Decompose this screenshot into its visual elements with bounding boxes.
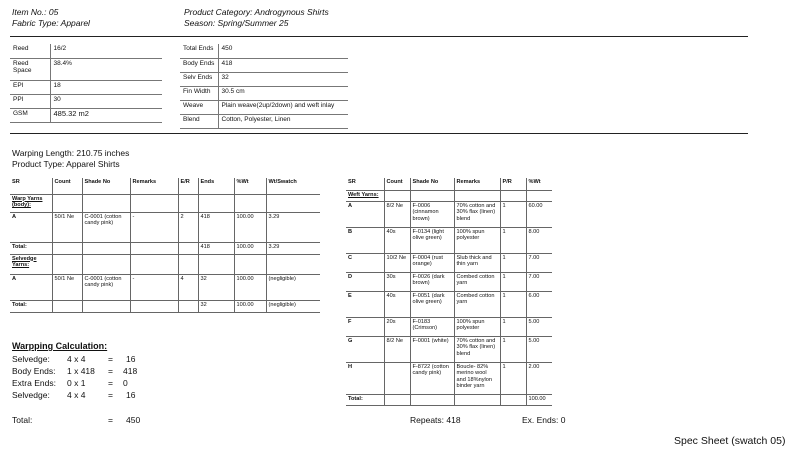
season: Season: Spring/Summer 25 [184,18,289,28]
table-row: G 8/2 Ne F-0001 (white) 70% cotton and 30% flax (linen) blend 1 5.00 [346,336,552,362]
fabric-type: Fabric Type: Apparel [12,18,90,28]
footer-title: Spec Sheet (swatch 05) [674,435,786,447]
ex-ends: Ex. Ends: 0 [522,415,566,425]
table-row: A 50/1 Ne C-0001 (cotton candy pink) - 2 418 100.00 3.29 [10,212,320,242]
table-header-row: SR Count Shade No Remarks P/R %Wt [346,178,552,190]
spec-row: Weave Plain weave(2up/2down) and weft inlay [180,100,348,114]
calc-block: Selvedge: 4 x 4 = 16 Body Ends: 1 x 418 = 418 Extra Ends: 0 x 1 = 0 Selvedge: 4 x 4 = 16 [12,354,138,400]
total-row: Total: 32 100.00 (negligible) [10,300,320,312]
warping-length: Warping Length: 210.75 inches [12,148,130,158]
table-row: H F-8722 (cotton candy pink) Boucle- 82% merino wool and 18%nylon binder yarn 1 2.00 [346,362,552,394]
item-no: Item No.: 05 [12,7,59,17]
spec-table-left [10,44,162,123]
spec-row: GSM 485.32 m2 [10,108,162,122]
spec-row: Body Ends 418 [180,58,348,72]
total-row: Total: 100.00 [346,394,552,405]
table-row: E 40s F-0051 (dark olive green) Combed cotton yarn 1 6.00 [346,291,552,317]
table-row: F 20s F-0183 (Crimson) 100% spun polyester 1 5.00 [346,317,552,336]
header-rule [10,36,748,37]
spec-row: Reed Space 38.4% [10,58,162,80]
weft-section-label: Weft Yarns: [346,190,384,201]
section-row [346,190,552,201]
calc-total-label: Total: [12,415,33,425]
spec-row: Total Ends 450 [180,44,348,58]
table-row: B 40s F-0134 (light olive green) 100% spun polyester 1 8.00 [346,227,552,253]
product-type: Product Type: Apparel Shirts [12,159,120,169]
spec-rule [10,133,748,134]
table-row: A 50/1 Ne C-0001 (cotton candy pink) - 4 32 100.00 (negligible) [10,274,320,300]
spec-row: Reed 16/2 [10,44,162,58]
section-row [10,194,320,212]
calc-total-eq: = [108,415,113,425]
spec-row: Fin Width 30.5 cm [180,86,348,100]
warp-yarn-table [10,178,320,313]
calc-total-value: 450 [126,415,141,425]
weft-yarn-table [346,178,552,406]
spec-row: Blend Cotton, Polyester, Linen [180,114,348,128]
total-row: Total: 418 100.00 3.29 [10,242,320,254]
spec-row: EPI 18 [10,80,162,94]
table-header-row: SR Count Shade No Remarks E/R Ends %Wt Wt/Swatch [10,178,320,194]
table-row: D 30s F-0026 (dark brown) Combed cotton yarn 1 7.00 [346,272,552,291]
warp-section-label: Warp Yarns (body): [10,194,52,212]
spec-row: PPI 30 [10,94,162,108]
calc-title: Warpping Calculation: [12,341,108,351]
repeats: Repeats: 418 [410,415,461,425]
spec-table-right [180,44,348,129]
spec-row: Selv Ends 32 [180,72,348,86]
table-row: A 8/2 Ne F-0006 (cinnamon brown) 70% cotton and 30% flax (linen) blend 1 60.00 [346,201,552,227]
selvedge-section-label: Selvedge Yarns: [10,254,52,274]
table-row: C 10/2 Ne F-0004 (rust orange) Slub thick and thin yarn 1 7.00 [346,253,552,272]
product-category: Product Category: Androgynous Shirts [184,7,329,17]
section-row [10,254,320,274]
